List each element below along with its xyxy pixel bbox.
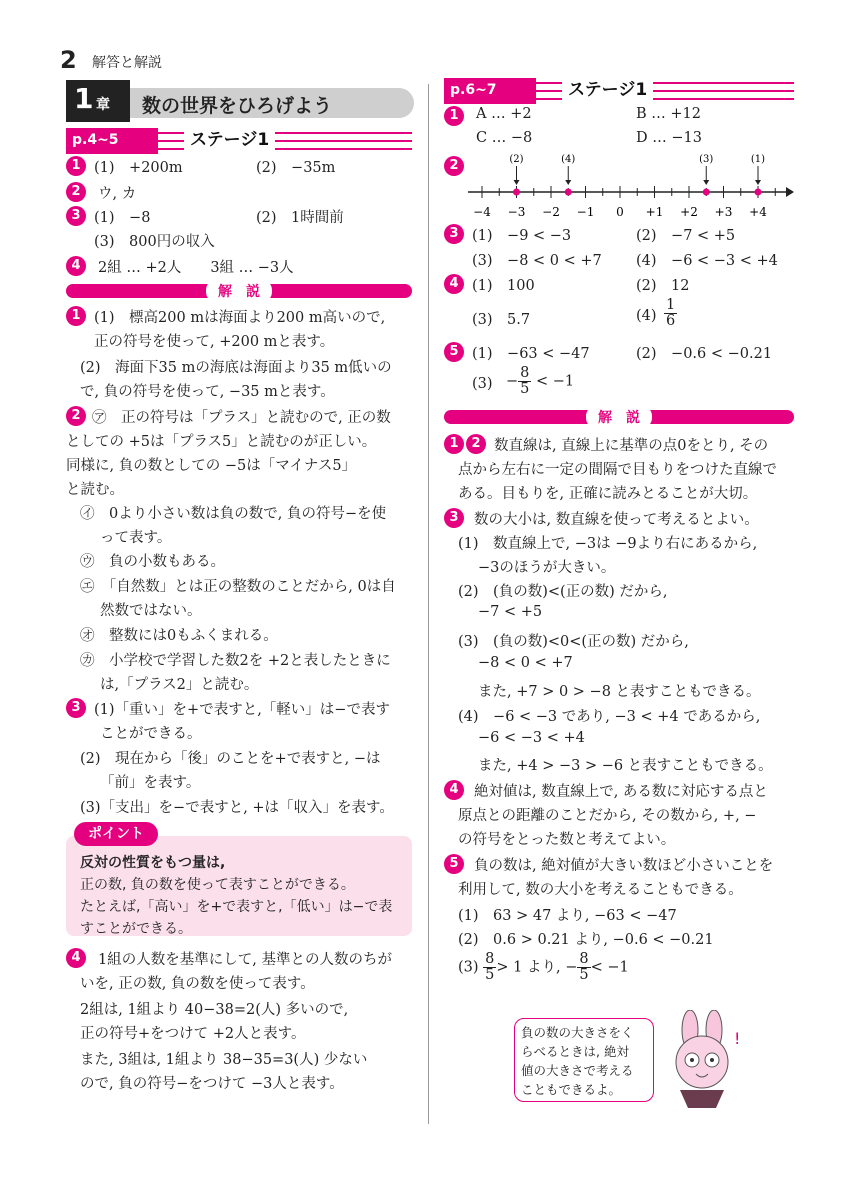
explanation-line: ㋐ 正の符号は「プラス」と読むので, 正の数 <box>92 410 391 426</box>
answer-text: (2) 12 <box>636 278 690 294</box>
explanation-line: としての +5は「プラス5」と読むのが正しい。 <box>66 434 377 450</box>
explanation-line: (1)「重い」を+で表すと,「軽い」は−で表す <box>94 702 390 718</box>
question-number-3: 3 <box>444 224 464 244</box>
explanation-line: で, 負の符号を使って, −35 mと表す。 <box>80 384 335 400</box>
explanation-line: ㋒ 負の小数もある。 <box>80 554 225 570</box>
point-line: 反対の性質をもつ量は, <box>80 855 226 871</box>
number-line-label: +4 <box>749 205 767 219</box>
explanation-line: 数の大小は, 数直線を使って考えるとよい。 <box>474 512 759 528</box>
stage-pages: p.6~7 <box>444 78 536 104</box>
number-line-label: 0 <box>616 205 624 219</box>
fraction <box>664 298 677 329</box>
explanation-line: また, 3組は, 1組より 38−35=3(人) 少ない <box>80 1052 368 1068</box>
fraction-expression: − $\frac{8}{5}$ < −1 <box>506 365 575 397</box>
fraction-numerator: 1 <box>666 297 676 313</box>
explanation-line: −7 < +5 <box>478 604 543 620</box>
speech-bubble <box>514 1018 654 1102</box>
explanation-line: < −1 <box>590 959 629 976</box>
question-number-5: 5 <box>444 342 464 362</box>
number-line-label: −2 <box>542 205 560 219</box>
point-label: ポイント <box>74 822 158 846</box>
answer-text: C … −8 <box>476 130 533 146</box>
explanation-line: > 1 より, − <box>496 959 578 976</box>
number-line-label: +2 <box>680 205 698 219</box>
answer-text: (4) <box>636 308 657 324</box>
explanation-line: (3) <box>458 959 479 976</box>
bubble-line: らべるときは, 絶対 <box>521 1044 629 1059</box>
question-number-1: 1 <box>66 156 86 176</box>
stage-header-left <box>66 128 412 154</box>
answer-text: B … +12 <box>636 106 701 122</box>
number-line-labels <box>473 205 767 219</box>
question-number-4: 4 <box>66 948 86 968</box>
explanation-line: って表す。 <box>100 530 172 546</box>
explanation-line: −8 < 0 < +7 <box>478 655 573 671</box>
chapter-title: 数の世界をひろげよう <box>142 95 333 117</box>
explanation-line: (2) 海面下35 mの海底は海面より35 m低いの <box>80 360 392 376</box>
explanation-line: (1) 63 > 47 より, −63 < −47 <box>458 908 677 924</box>
explanation-line: 1組の人数を基準にして, 基準との人数のちが <box>98 952 392 968</box>
page-label: 解答と解説 <box>92 55 162 71</box>
number-line-mark-label: (1) <box>750 154 766 165</box>
explanation-line: ㋓ 「自然数」とは正の整数のことだから, 0は自 <box>80 579 396 595</box>
bubble-line: こともできるよ。 <box>521 1082 622 1097</box>
point-line: たとえば,「高い」を+で表すと,「低い」は−で表 <box>80 899 393 915</box>
number-line-label: −1 <box>576 205 595 219</box>
number-line-label: −4 <box>473 205 491 219</box>
chapter-suffix: 章 <box>96 97 110 113</box>
answer-text: (1) −63 < −47 <box>472 346 590 362</box>
answer-text: (2) 1時間前 <box>256 210 344 226</box>
answer-text: (1) −8 <box>94 210 151 226</box>
question-number-5: 5 <box>444 854 464 874</box>
question-number-2: 2 <box>466 434 486 454</box>
number-line-arrowhead <box>703 180 709 185</box>
bubble-line: 負の数の大きさをく <box>521 1025 634 1040</box>
explanation-line: 利用して, 数の大小を考えることもできる。 <box>458 882 743 898</box>
answer-text: (1) 100 <box>472 278 535 294</box>
number-line-point <box>755 189 762 196</box>
answer-text: (3) −8 < 0 < +7 <box>472 253 602 269</box>
svg-text:!: ! <box>734 1029 741 1048</box>
explanation-line: (2) 0.6 > 0.21 より, −0.6 < −0.21 <box>458 932 714 948</box>
explanation-line: また, +4 > −3 > −6 と表すこともできる。 <box>478 758 773 774</box>
explanation-line: 「前」を表す。 <box>100 775 201 791</box>
answer-text: (3) 800円の収入 <box>94 234 215 250</box>
number-line <box>464 150 794 222</box>
explanation-line: と読む。 <box>66 482 124 498</box>
question-number-2: 2 <box>66 182 86 202</box>
explanation-line: ㋕ 小学校で学習した数2を +2と表したときに <box>80 653 391 669</box>
number-line-mark-label: (3) <box>699 154 714 165</box>
answer-text: (3) 5.7 <box>472 312 531 328</box>
kaisetsu-title: 解 説 <box>586 406 652 428</box>
kaisetsu-header-left <box>66 280 412 302</box>
explanation-line: ある。目もりを, 正確に読みとることが大切。 <box>458 486 758 502</box>
answer-text: (2) −7 < +5 <box>636 228 736 244</box>
question-number-1: 1 <box>66 306 86 326</box>
explanation-line: の符号をとった数と考えてよい。 <box>458 832 676 848</box>
explanation-line: ㋔ 整数には0もふくまれる。 <box>80 628 278 644</box>
answer-text: (2) −35m <box>256 160 336 176</box>
kaisetsu-header-right <box>444 406 794 428</box>
fraction-numerator: 8 <box>579 951 589 967</box>
answer-text: (3) <box>472 376 493 392</box>
question-number-4: 4 <box>66 256 86 276</box>
chapter-heading <box>66 80 416 120</box>
number-line-label: −3 <box>507 205 526 219</box>
explanation-line: −3のほうが大きい。 <box>478 560 616 576</box>
explanation-line: 絶対値は, 数直線上で, ある数に対応する点と <box>474 784 768 800</box>
explanation-line: また, +7 > 0 > −8 と表すこともできる。 <box>478 684 761 700</box>
question-number-4: 4 <box>444 274 464 294</box>
number-line-label: +3 <box>714 205 733 219</box>
explanation-line: (2) (負の数)<(正の数) だから, <box>458 584 668 600</box>
question-number-3: 3 <box>444 508 464 528</box>
explanation-line: ㋑ 0より小さい数は負の数で, 負の符号−を使 <box>80 506 387 522</box>
number-line-mark-label: (2) <box>509 154 524 165</box>
fraction-numerator: 8 <box>520 365 530 381</box>
number-line-point <box>565 189 572 196</box>
number-line-arrowhead <box>755 180 761 185</box>
answer-text: < −1 <box>536 373 575 390</box>
explanation-line: (2) 現在から「後」のことを+で表すと, −は <box>80 751 381 767</box>
fraction-denominator: 5 <box>520 381 530 397</box>
explanation-line: 点から左右に一定の間隔で目もりをつけた直線で <box>458 462 777 478</box>
answer-text: (2) −0.6 < −0.21 <box>636 346 773 362</box>
explanation-line: 然数ではない。 <box>100 603 202 619</box>
number-line-mark-label: (4) <box>561 154 576 165</box>
column-divider <box>428 84 429 1124</box>
fraction-numerator: 8 <box>485 951 495 967</box>
stage-title: ステージ1 <box>184 125 275 150</box>
number-line-arrowhead <box>565 180 571 185</box>
fraction-expression <box>458 952 629 983</box>
question-number-1: 1 <box>444 434 464 454</box>
explanation-line: (1) 標高200 mは海面より200 m高いので, <box>94 310 386 326</box>
explanation-line: は,「プラス2」と読む。 <box>100 677 259 693</box>
explanation-line: ことができる。 <box>100 726 202 742</box>
fraction-denominator: 6 <box>666 313 676 329</box>
number-line-arrowhead <box>514 180 520 185</box>
answer-text: A … +2 <box>476 106 532 122</box>
explanation-line: −6 < −3 < +4 <box>478 730 585 746</box>
stage-title: ステージ1 <box>562 75 653 100</box>
question-number-1: 1 <box>444 106 464 126</box>
question-number-3: 3 <box>66 206 86 226</box>
explanation-line: (3) (負の数)<0<(正の数) だから, <box>458 634 689 650</box>
explanation-line: 原点との距離のことだから, その数から, +, − <box>458 808 757 824</box>
explanation-line: 正の符号+をつけて +2人と表す。 <box>80 1026 306 1042</box>
chapter-number: 1 <box>74 82 94 115</box>
answer-text: (1) −9 < −3 <box>472 228 572 244</box>
explanation-line: 数直線は, 直線上に基準の点0をとり, その <box>494 438 769 454</box>
explanation-line: 2組は, 1組より 40−38=2(人) 多いので, <box>80 1002 349 1018</box>
answer-text: ウ, カ <box>98 186 137 202</box>
answer-text: D … −13 <box>636 130 702 146</box>
question-number-3: 3 <box>66 698 86 718</box>
kaisetsu-title: 解 説 <box>206 280 272 302</box>
explanation-line: いを, 正の数, 負の数を使って表す。 <box>80 976 315 992</box>
explanation-line: ので, 負の符号−をつけて −3人と表す。 <box>80 1076 344 1092</box>
question-number-4: 4 <box>444 780 464 800</box>
number-line-label: +1 <box>645 205 664 219</box>
explanation-line: 同様に, 負の数としての −5は「マイナス5」 <box>66 458 357 474</box>
answer-text: (1) +200m <box>94 160 183 176</box>
explanation-line: (3)「支出」を−で表すと, +は「収入」を表す。 <box>80 800 394 816</box>
answer-text: 2組 … +2人 3組 … −3人 <box>98 260 294 276</box>
point-line: すことができる。 <box>80 921 192 937</box>
stage-header-right <box>444 78 794 104</box>
fraction-denominator: 5 <box>485 967 495 983</box>
explanation-line: (4) −6 < −3 であり, −3 < +4 であるから, <box>458 709 761 725</box>
explanation-line: (1) 数直線上で, −3は −9より右にあるから, <box>458 536 758 552</box>
chapter-badge <box>66 80 130 122</box>
mascot-rabbit-icon <box>650 1010 750 1110</box>
explanation-line: 負の数は, 絶対値が大きい数ほど小さいことを <box>474 858 774 874</box>
explanation-line: 正の符号を使って, +200 mと表す。 <box>94 334 335 350</box>
bubble-line: 値の大きさで考える <box>521 1063 634 1078</box>
fraction-denominator: 5 <box>579 967 589 983</box>
question-number-2: 2 <box>444 156 464 176</box>
question-number-2: 2 <box>66 406 86 426</box>
number-line-point <box>513 189 520 196</box>
page-number: 2 <box>60 46 77 74</box>
answer-text: (4) −6 < −3 < +4 <box>636 253 778 269</box>
number-line-point <box>703 189 710 196</box>
point-line: 正の数, 負の数を使って表すことができる。 <box>80 877 355 893</box>
stage-pages: p.4~5 <box>66 128 158 154</box>
